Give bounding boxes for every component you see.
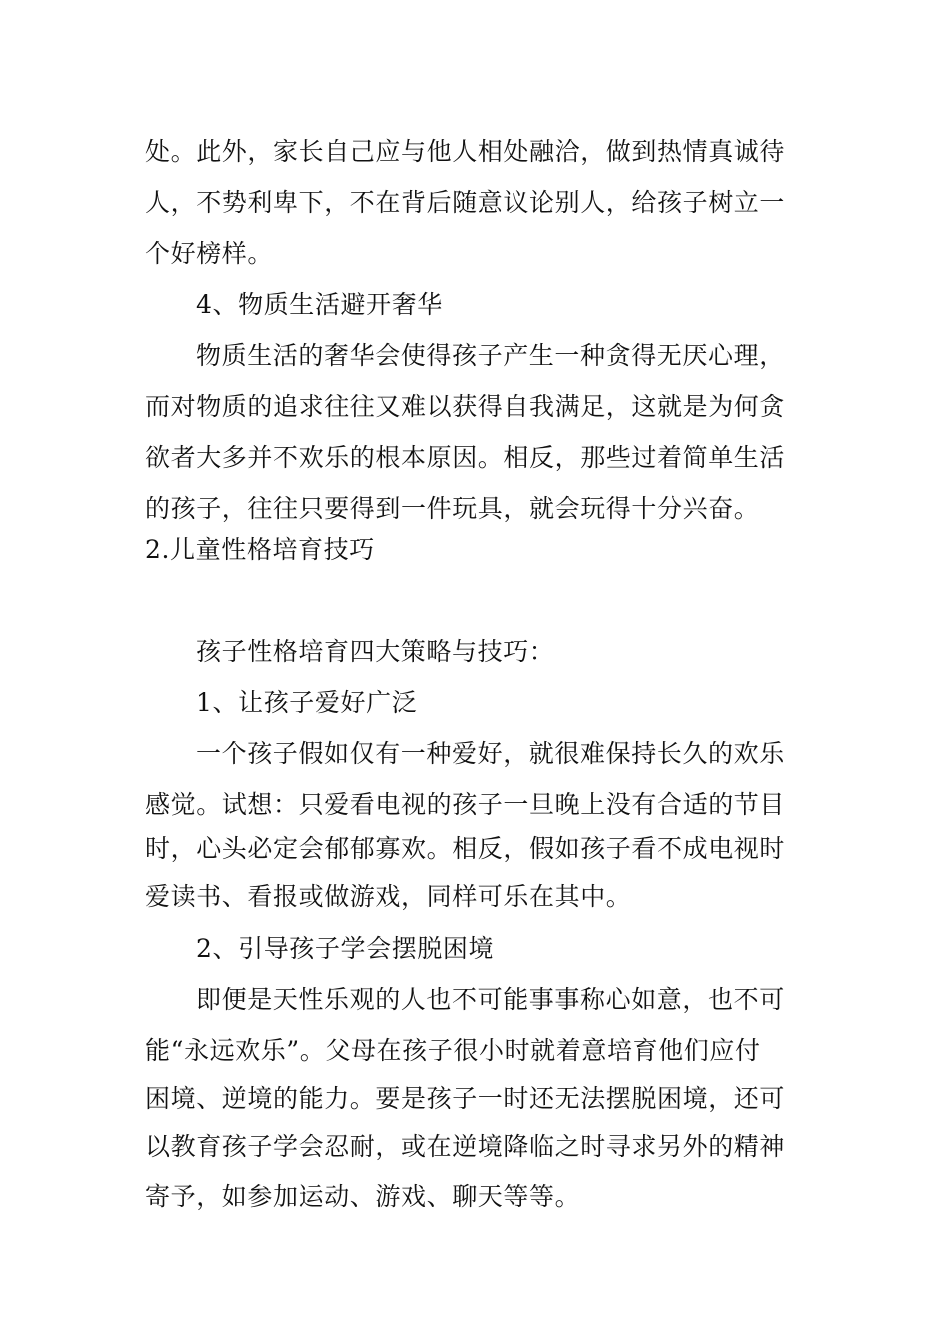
text-line: 困境、逆境的能力。要是孩子一时还无法摆脱困境，还可 [145, 1084, 786, 1113]
text-line: 时，心头必定会郁郁寡欢。相反，假如孩子看不成电视时 [145, 834, 786, 863]
text-line: 而对物质的追求往往又难以获得自我满足，这就是为何贪 [145, 392, 786, 421]
text-line: 人，不势利卑下，不在背后随意议论别人，给孩子树立一 [145, 188, 786, 217]
text-line: 能“永远欢乐”。父母在孩子很小时就着意培育他们应付 [145, 1036, 761, 1065]
text-line: 爱读书、看报或做游戏，同样可乐在其中。 [145, 882, 632, 911]
text-line: 物质生活的奢华会使得孩子产生一种贪得无厌心理， [196, 341, 785, 370]
text-line: 一个孩子假如仅有一种爱好，就很难保持长久的欢乐 [196, 739, 785, 768]
text-line: 以教育孩子学会忍耐，或在逆境降临之时寻求另外的精神 [145, 1132, 786, 1161]
text-line: 欲者大多并不欢乐的根本原因。相反，那些过着简单生活 [145, 443, 786, 472]
text-line: 个好榜样。 [145, 239, 274, 268]
chapter-heading: 2.儿童性格培育技巧 [145, 535, 375, 564]
section-heading: 1、让孩子爱好广泛 [196, 688, 418, 717]
text-line: 孩子性格培育四大策略与技巧： [196, 637, 555, 666]
text-line: 的孩子，往往只要得到一件玩具，就会玩得十分兴奋。 [145, 494, 760, 523]
section-heading: 4、物质生活避开奢华 [196, 290, 443, 319]
text-line: 感觉。试想：只爱看电视的孩子一旦晚上没有合适的节目 [145, 790, 786, 819]
section-heading: 2、引导孩子学会摆脱困境 [196, 934, 495, 963]
text-line: 即便是天性乐观的人也不可能事事称心如意，也不可 [196, 985, 785, 1014]
text-line: 寄予，如参加运动、游戏、聊天等等。 [145, 1182, 581, 1211]
text-line: 处。此外，家长自己应与他人相处融洽，做到热情真诚待 [145, 137, 786, 166]
